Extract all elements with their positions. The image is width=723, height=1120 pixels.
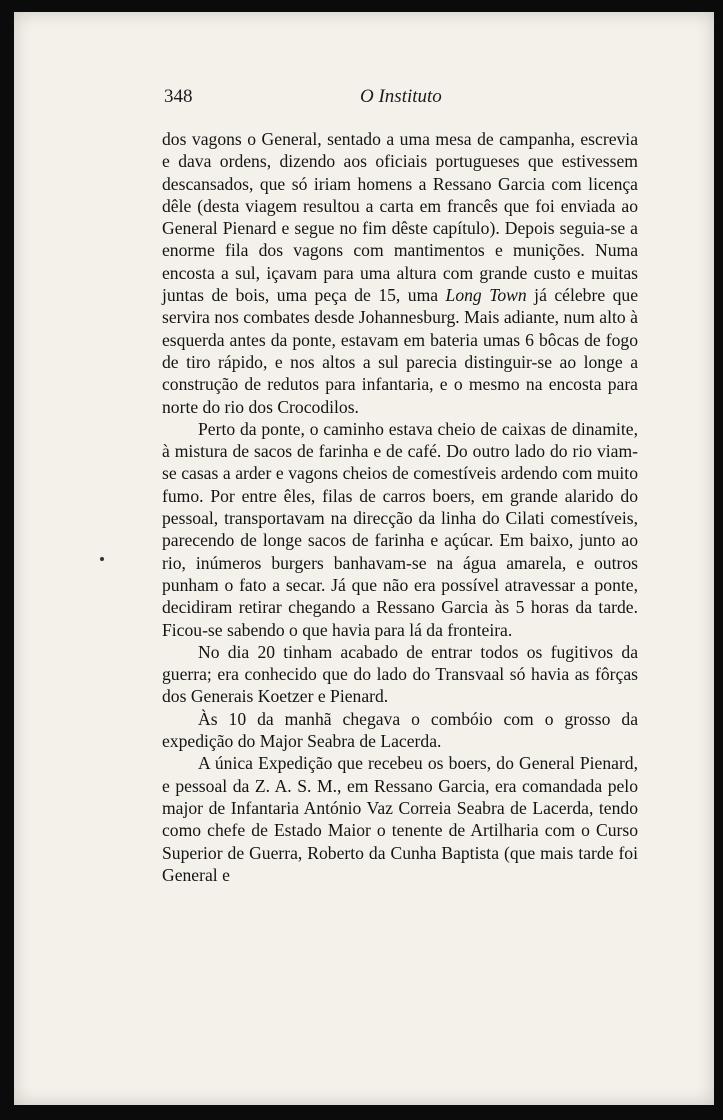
text-run: dos vagons o General, sentado a uma mesa de campanha, escrevia e dava ordens, dizendo aos oficiais portugueses que estivessem descansados, que só iriam homens a Ressano Garcia com licença dêle (desta viagem resultou a carta em francês que foi enviada ao General Pienard e segue no fim dêste capítulo). Depois seguia-se a enorme fila dos vagons com mantimentos e munições. Numa encosta a sul, içavam para uma altura com grande custo e muitas juntas de bois, uma peça de 15, uma xyxy=(162,129,638,306)
paragraph xyxy=(162,708,638,753)
text-run: já célebre que servira nos combates desde Johannesburg. Mais adiante, num alto à esquerda antes da ponte, estavam em bateria umas 6 bôcas de fogo de tiro rápido, e nos altos a sul parecia distinguir-se ao longe a construção de redutos para infantaria, e o mesmo na encosta para norte do rio dos Crocodilos. xyxy=(162,285,639,417)
text-run: A única Expedição que recebeu os boers, do General Pienard, e pessoal da Z. A. S. M., em Ressano Garcia, era comandada pelo major de Infantaria António Vaz Correia Seabra de Lacerda, tendo como chefe de Estado Maior o tenente de Artilharia com o Curso Superior de Guerra, Roberto da Cunha Baptista (que mais tarde foi General e xyxy=(162,753,638,885)
paragraph xyxy=(162,641,638,708)
text-run: Perto da ponte, o caminho estava cheio de caixas de dinamite, à mistura de sacos de farinha e de café. Do outro lado do rio viam-se casas a arder e vagons cheios de comestíveis ardendo com muito fumo. Por entre êles, filas de carros boers, em grande alarido do pessoal, transportavam na direcção da linha do Cilati comestíveis, parecendo de longe sacos de farinha e açúcar. Em baixo, junto ao rio, inúmeros burgers banhavam-se na água amarela, e outros punham o fato a secar. Já que não era possível atravessar a ponte, decidiram retirar chegando a Ressano Garcia às 5 horas da tarde. Ficou-se sabendo o que havia para lá da fronteira. xyxy=(162,418,638,640)
paragraph xyxy=(162,752,638,886)
text-run: No dia 20 tinham acabado de entrar todos os fugitivos da guerra; era conhecido que do lado do Transvaal só havia as fôrças dos Generais Koetzer e Pienard. xyxy=(162,641,638,707)
italic-phrase: Long Town xyxy=(445,285,527,306)
body-text xyxy=(162,128,638,886)
text-run: Às 10 da manhã chegava o combóio com o grosso da expedição do Major Seabra de Lacerda. xyxy=(162,708,638,752)
page-header xyxy=(164,78,644,108)
paragraph xyxy=(162,418,638,641)
book-page xyxy=(14,12,714,1105)
running-head: O Instituto xyxy=(360,86,442,107)
paragraph xyxy=(162,128,638,418)
page-number: 348 xyxy=(164,86,193,107)
margin-speck xyxy=(100,557,104,561)
